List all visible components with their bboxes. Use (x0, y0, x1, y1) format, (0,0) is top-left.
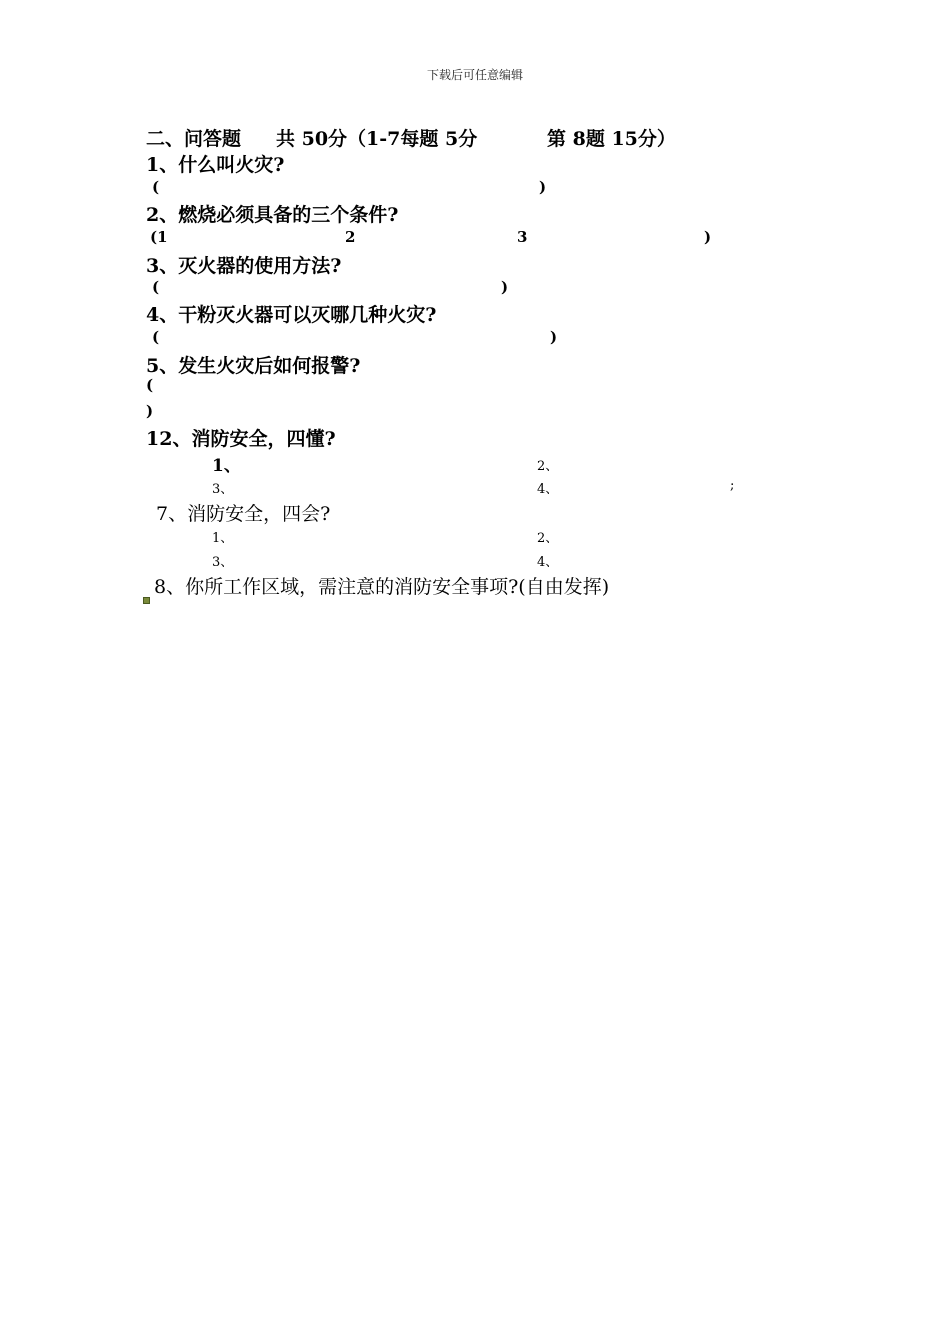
q12-item-1: 1、 (212, 456, 241, 476)
question-2: 2、燃烧必须具备的三个条件? (146, 204, 399, 226)
question-3: 3、灭火器的使用方法? (146, 255, 342, 277)
answer-5-close: ) (146, 402, 154, 420)
answer-2-item2: 2 (345, 228, 356, 246)
question-12: 12、消防安全，四懂? (146, 428, 336, 450)
question-8: 8、你所工作区域，需注意的消防安全事项?(自由发挥) (154, 576, 610, 598)
page-header: 下载后可任意编辑 (426, 68, 523, 82)
answer-1-close: ) (539, 178, 547, 196)
q7-item-3: 3、 (212, 555, 234, 570)
answer-4-open: ( (152, 328, 160, 346)
section-title-part2: 共 50分（1-7每题 5分 (276, 128, 478, 150)
section-title-part1: 二、问答题 (146, 128, 242, 150)
question-5: 5、发生火灾后如何报警? (146, 355, 361, 377)
answer-2-close: ) (704, 228, 712, 246)
answer-2-item1: (1 (150, 228, 168, 246)
question-4: 4、干粉灭火器可以灭哪几种火灾? (146, 304, 437, 326)
q7-item-1: 1、 (212, 531, 234, 546)
q12-item-2: 2、 (537, 459, 559, 474)
q12-item-3: 3、 (212, 482, 234, 497)
answer-5-open: ( (146, 376, 154, 394)
q7-item-4: 4、 (537, 555, 559, 570)
answer-2-item3: 3 (517, 228, 528, 246)
question-7: 7、消防安全，四会? (156, 503, 331, 525)
q7-item-2: 2、 (537, 531, 559, 546)
answer-3-close: ) (501, 278, 509, 296)
answer-4-close: ) (550, 328, 558, 346)
small-square-mark (143, 597, 150, 604)
section-title-part3: 第 8题 15分） (547, 128, 676, 150)
q12-end-mark: ; (730, 478, 735, 493)
answer-3-open: ( (152, 278, 160, 296)
q12-item-4: 4、 (537, 482, 559, 497)
question-1: 1、什么叫火灾? (146, 154, 285, 176)
answer-1-open: ( (152, 178, 160, 196)
